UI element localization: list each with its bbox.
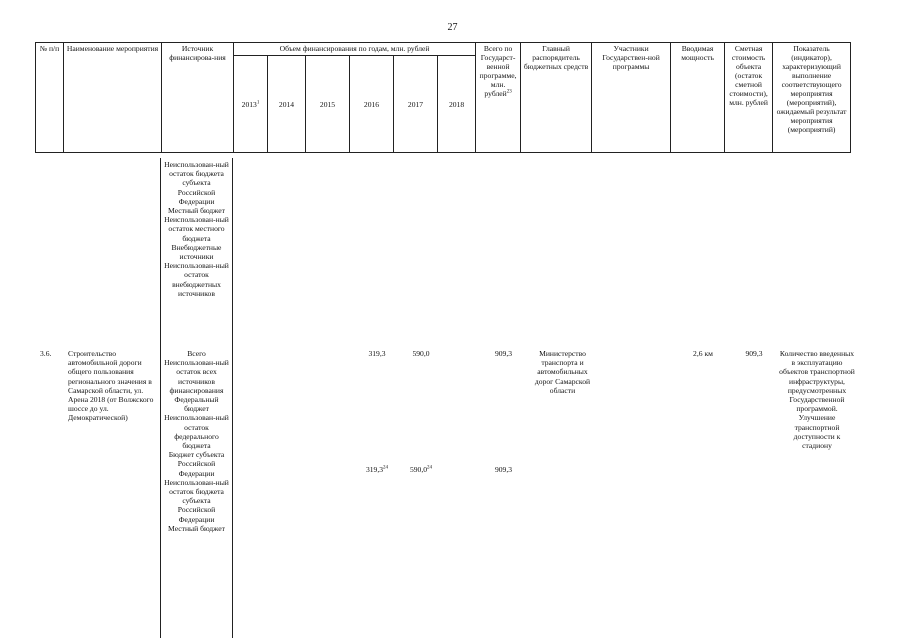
list-item: Бюджет субъекта Российской Федерации	[168, 450, 225, 478]
estimate-value: 909,3	[745, 349, 763, 358]
year-2016: 2016	[350, 56, 394, 153]
total-sum-value: 909,3	[494, 349, 513, 358]
col-total-header: Всего по Государст-венной программе, млн. рублей$^{23}$	[476, 43, 521, 153]
manager-value: Министерство транспорта и автомобильных дорог Самарской области	[534, 349, 591, 395]
col-participants-header: Участники Государствен-ной программы	[592, 43, 671, 153]
col-volume-header: Объем финансирования по годам, млн. рублей	[234, 43, 476, 56]
row-sources-list	[163, 349, 230, 533]
list-item: Неиспользован-ный остаток внебюджетных источников	[164, 261, 229, 298]
page-number: 27	[447, 22, 458, 33]
source-col-left-line	[160, 158, 161, 638]
capacity-value: 2,6 км	[693, 349, 713, 358]
year-2015: 2015	[306, 56, 350, 153]
list-item: Местный бюджет	[168, 206, 225, 216]
year-2014: 2014	[268, 56, 306, 153]
year-2018: 2018	[438, 56, 476, 153]
list-item: Внебюджетные источники	[171, 242, 222, 262]
source-col-right-line	[232, 158, 233, 638]
col-source-header: Источник финансирова-ния	[162, 43, 234, 153]
list-item: Всего	[187, 349, 206, 358]
list-item: Неиспользован-ный остаток бюджета субъекта Российской Федерации	[164, 160, 229, 206]
list-item: Неиспользован-ный остаток бюджета субъекта Российской Федерации	[164, 477, 229, 524]
col-name-header: Наименование мероприятия	[64, 43, 162, 153]
regional-2017-value: 590,0$^{24}$	[409, 465, 433, 474]
total-2016-value: 319,3	[368, 349, 386, 358]
list-item: Местный бюджет	[168, 523, 225, 533]
top-sources-list	[163, 160, 230, 298]
row-name: Строительство автомобильной дороги общего пользования регионального значения в Самарской области, ул. Арена 2018 (от Волжского шоссе до ул. Демократической)	[68, 349, 154, 423]
regional-2016-value: 319,3$^{24}$	[365, 465, 389, 474]
col-capacity-header: Вводимая мощность	[671, 43, 725, 153]
list-item: Федеральный бюджет	[174, 395, 219, 414]
table-header	[35, 42, 851, 153]
col-manager-header: Главный распорядитель бюджетных средств	[521, 43, 592, 153]
list-item: Неиспользован-ный остаток всех источников финансирования	[164, 358, 229, 395]
list-item: Неиспользован-ный остаток федерального бюджета	[164, 413, 229, 451]
year-2013: 2013$^1$	[234, 56, 268, 153]
regional-sum-value: 909,3	[494, 465, 513, 474]
row-number: 3.6.	[40, 349, 52, 358]
indicator-value: Количество введенных в эксплуатацию объектов транспортной инфраструктуры, предусмотренных Государственной программой. Улучшение транспортной доступности к стадиону	[779, 349, 855, 451]
list-item: Неиспользован-ный остаток местного бюджета	[164, 215, 229, 243]
col-num-header: № п/п	[36, 43, 64, 153]
total-2017-value: 590,0	[412, 349, 430, 358]
year-2017: 2017	[394, 56, 438, 153]
col-estimate-header: Сметная стоимость объекта (остаток сметной стоимости), млн. рублей	[725, 43, 773, 153]
col-indicator-header: Показатель (индикатор), характеризующий выполнение соответствующего мероприятия (мероприятий), ожидаемый результат мероприятия (мероприятий)	[773, 43, 851, 153]
